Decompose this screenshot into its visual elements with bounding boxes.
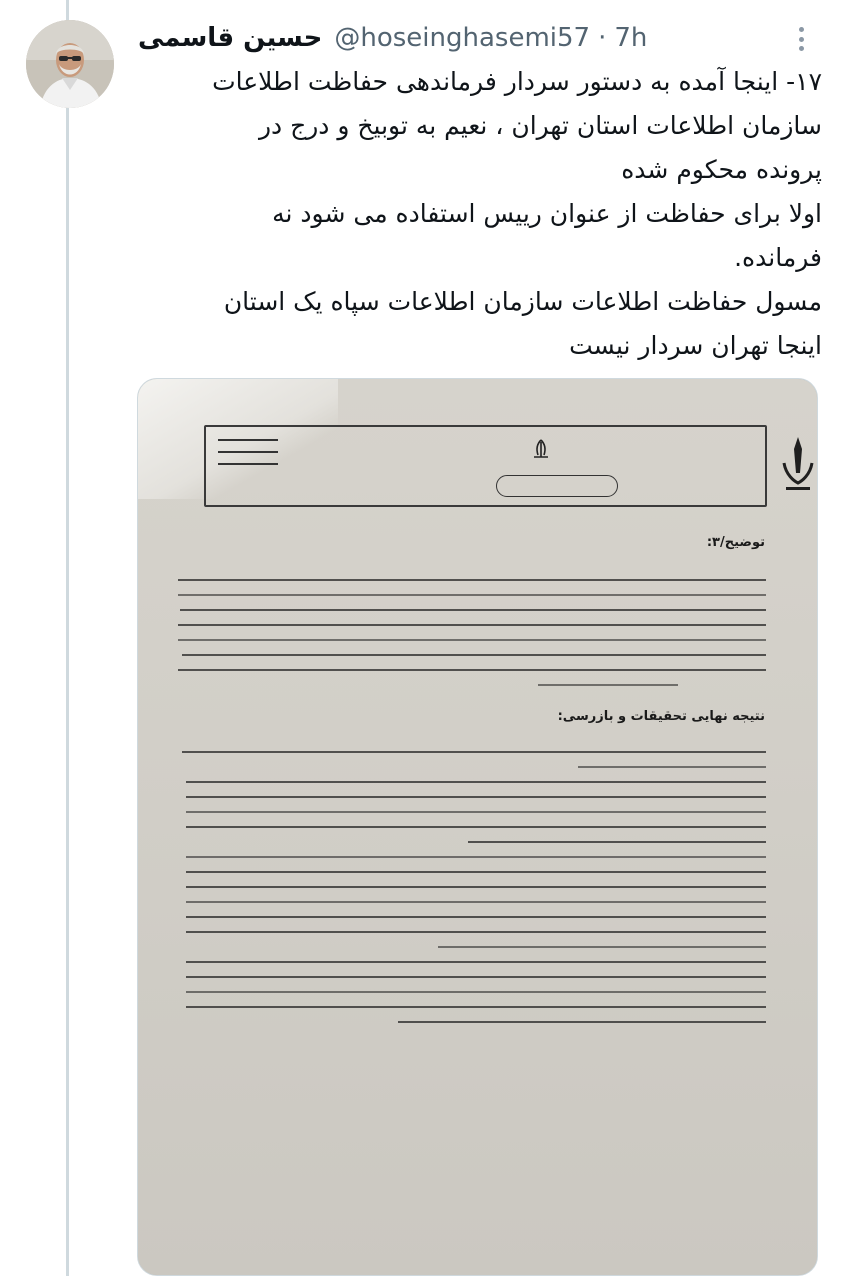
document-text-line <box>186 991 766 993</box>
document-text-line <box>186 916 766 918</box>
document-section-heading: توضیح/۳: <box>706 535 765 550</box>
tweet-text-line: اولا برای حفاظت از عنوان رییس استفاده می شود نه <box>272 199 822 228</box>
document-text-line <box>186 826 766 828</box>
document-text-line <box>398 1021 766 1023</box>
letterhead-fields <box>218 439 278 475</box>
tweet-text-line: مسول حفاظت اطلاعات سازمان اطلاعات سپاه یک استان <box>223 287 822 316</box>
document-text-line <box>178 594 766 596</box>
organization-title-stamp <box>496 475 618 497</box>
document-text-line <box>178 669 766 671</box>
document-text-line <box>182 654 766 656</box>
tweet-text-line: ۱۷- اینجا آمده به دستور سردار فرماندهی حفاظت اطلاعات <box>212 67 822 96</box>
emblem-icon <box>528 437 554 463</box>
author-handle[interactable]: @hoseinghasemi57 <box>334 23 591 53</box>
document-text-line <box>182 751 766 753</box>
document-text-line <box>186 901 766 903</box>
letterhead <box>204 425 767 507</box>
document-text-line <box>538 684 678 686</box>
tweet-text-line: سازمان اطلاعات استان تهران ، نعیم به توبیخ و درج در <box>258 111 822 140</box>
document-text-line <box>186 856 766 858</box>
avatar[interactable] <box>26 20 114 108</box>
document-text-line <box>468 841 766 843</box>
separator-dot: · <box>598 23 607 53</box>
document-text-line <box>186 871 766 873</box>
tweet-text-line: اینجا تهران سردار نیست <box>569 331 822 360</box>
profile-photo <box>26 20 114 108</box>
document-text-line <box>186 886 766 888</box>
thread-connector-line <box>66 0 69 1276</box>
timestamp[interactable]: 7h <box>614 23 648 53</box>
document-text-line <box>578 766 766 768</box>
tweet-header <box>138 16 778 60</box>
document-text-line <box>186 811 766 813</box>
more-options-icon[interactable] <box>788 24 814 54</box>
document-text-line <box>178 639 766 641</box>
document-text-line <box>186 961 766 963</box>
document-text-line <box>438 946 766 948</box>
document-text-line <box>186 781 766 783</box>
document-section-heading: نتیجه نهایی تحقیقات و بازرسی: <box>557 709 765 724</box>
attached-document-image[interactable] <box>137 378 818 1276</box>
document-text-line <box>178 579 766 581</box>
document-text-line <box>180 609 766 611</box>
document-text-line <box>186 976 766 978</box>
tweet-text-line: فرمانده. <box>734 243 822 272</box>
tweet-text <box>132 60 822 368</box>
document-text-line <box>186 1006 766 1008</box>
document-text-line <box>186 931 766 933</box>
document-text-line <box>186 796 766 798</box>
document-text-line <box>178 624 766 626</box>
tweet-text-line: پرونده محکوم شده <box>621 155 822 184</box>
author-name[interactable]: حسین قاسمی <box>138 23 323 53</box>
irgc-logo-icon <box>778 433 818 495</box>
